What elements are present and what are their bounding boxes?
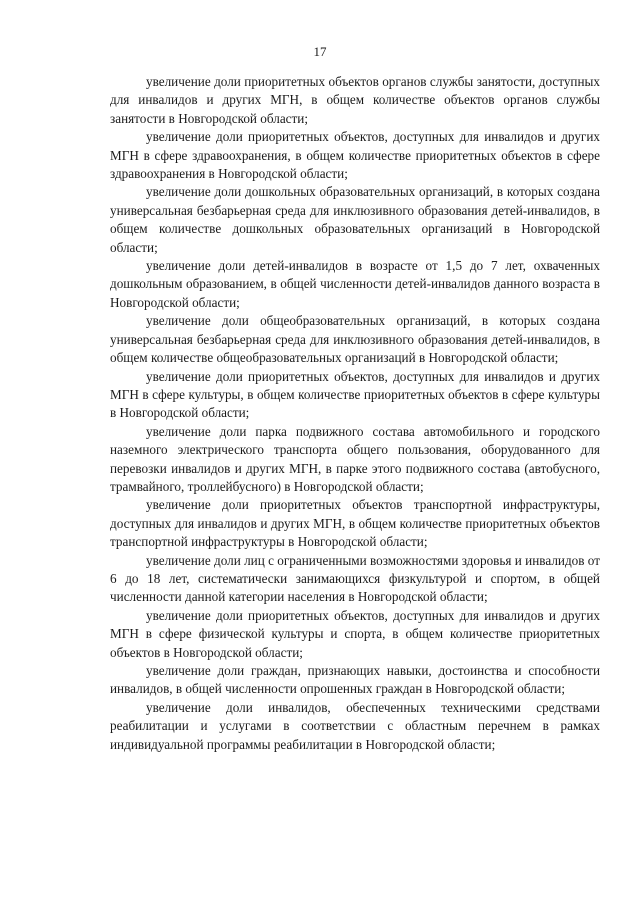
paragraph: увеличение доли лиц с ограниченными возможностями здоровья и инвалидов от 6 до 18 лет, систематически занимающихся физкультурой и спортом, в общей численности данной категории населения в Новгородской области; [110, 552, 600, 605]
paragraph: увеличение доли общеобразовательных организаций, в которых создана универсальная безбарьерная среда для инклюзивного образования детей-инвалидов, в общем количестве общеобразовательных организаций в Новгородской области; [110, 313, 600, 366]
page-number: 17 [313, 44, 327, 59]
paragraph: увеличение доли граждан, признающих навыки, достоинства и способности инвалидов, в общей численности опрошенных граждан в Новгородской области; [110, 663, 600, 697]
paragraph: увеличение доли инвалидов, обеспеченных техническими средствами реабилитации и услугами в соответствии с областным перечнем в рамках индивидуальной программы реабилитации в Новгородской области; [110, 699, 600, 752]
paragraph: увеличение доли приоритетных объектов транспортной инфраструктуры, доступных для инвалидов и других МГН, в общем количестве приоритетных объектов транспортной инфраструктуры в Новгородской области; [110, 497, 600, 550]
paragraph: увеличение доли приоритетных объектов, доступных для инвалидов и других МГН в сфере здравоохранения, в общем количестве приоритетных объектов в сфере здравоохранения в Новгородской области; [110, 129, 600, 182]
paragraph: увеличение доли приоритетных объектов органов службы занятости, доступных для инвалидов и других МГН, в общем количестве объектов органов службы занятости в Новгородской области; [110, 74, 600, 126]
paragraph: увеличение доли дошкольных образовательных организаций, в которых создана универсальная безбарьерная среда для инклюзивного образования детей-инвалидов, в общем количестве дошкольных образовательных организаций в Новгородской области; [110, 184, 600, 255]
paragraph: увеличение доли приоритетных объектов, доступных для инвалидов и других МГН в сфере физической культуры и спорта, в общем количестве приоритетных объектов в Новгородской области; [110, 607, 600, 660]
paragraph: увеличение доли приоритетных объектов, доступных для инвалидов и других МГН в сфере культуры, в общем количестве приоритетных объектов в сфере культуры в Новгородской области; [110, 368, 600, 421]
paragraph: увеличение доли парка подвижного состава автомобильного и городского наземного электрического транспорта общего пользования, оборудованного для перевозки инвалидов и других МГН, в парке этого подвижного состава (автобусного, трамвайного, троллейбусного) в Новгородской области; [110, 423, 600, 494]
document-body [110, 73, 600, 754]
paragraph: увеличение доли детей-инвалидов в возрасте от 1,5 до 7 лет, охваченных дошкольным образованием, в общей численности детей-инвалидов данного возраста в Новгородской области; [110, 258, 600, 310]
